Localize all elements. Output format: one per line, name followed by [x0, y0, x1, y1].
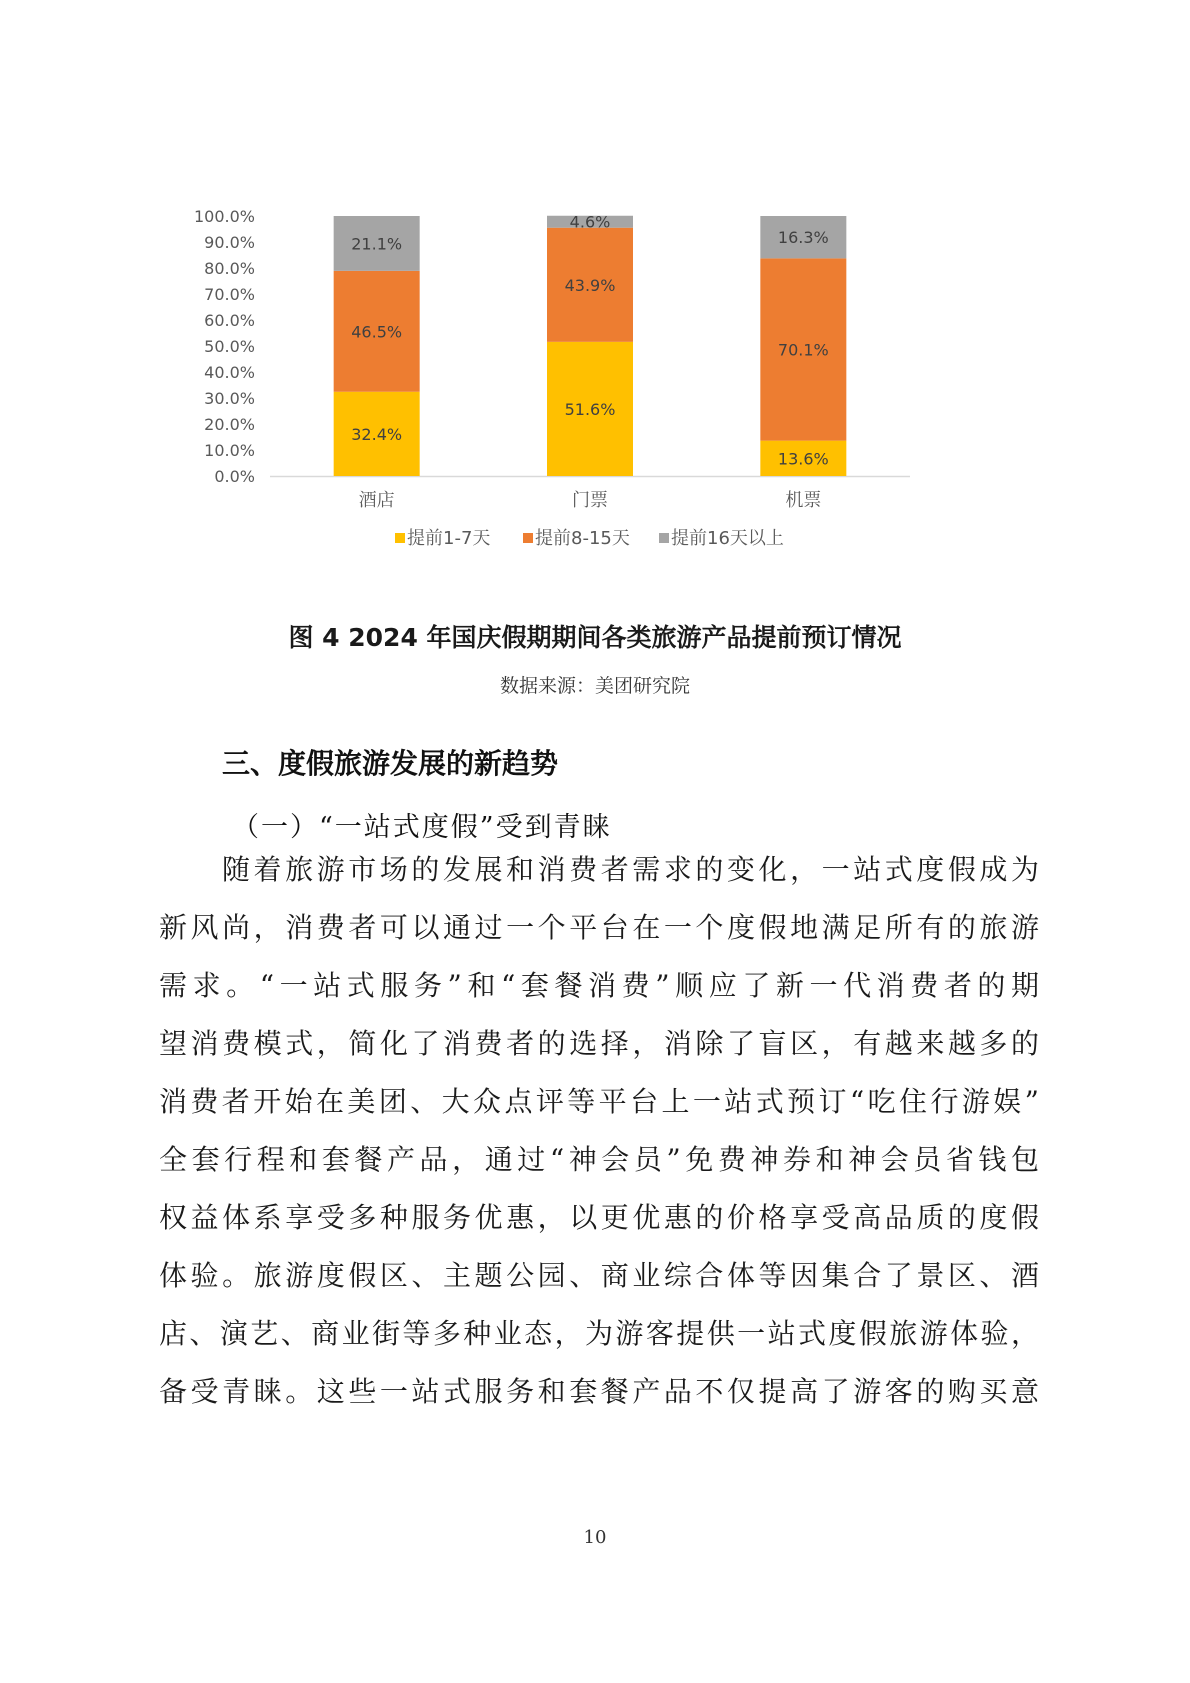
data-label: 51.6% — [564, 399, 616, 419]
data-label: 4.6% — [569, 212, 611, 232]
figure-caption: 图 4 2024 年国庆假期期间各类旅游产品提前预订情况 — [288, 623, 902, 652]
subsection-heading: （一）“一站式度假”受到青睐 — [232, 812, 612, 843]
body-text-line: 权益体系享受多种服务优惠，以更优惠的价格享受高品质的度假 — [159, 1201, 1039, 1234]
body-text-line: 随着旅游市场的发展和消费者需求的变化，一站式度假成为 — [222, 853, 1039, 886]
data-label: 16.3% — [777, 228, 829, 248]
category-label: 酒店 — [358, 490, 395, 511]
y-tick-label: 0.0% — [214, 467, 255, 486]
data-label: 32.4% — [351, 424, 403, 444]
legend-label: 提前1-7天 — [407, 528, 491, 549]
data-label: 46.5% — [351, 322, 403, 342]
figure-source: 数据来源：美团研究院 — [499, 675, 690, 697]
data-label: 70.1% — [777, 340, 829, 360]
y-tick-label: 40.0% — [204, 363, 255, 382]
legend-swatch — [523, 533, 533, 543]
chart-svg — [193, 207, 995, 602]
y-tick-label: 80.0% — [204, 259, 255, 278]
y-tick-label: 90.0% — [204, 233, 255, 252]
legend-swatch — [659, 533, 669, 543]
body-text-line: 需求。“一站式服务”和“套餐消费”顺应了新一代消费者的期 — [159, 969, 1039, 1002]
body-text-line: 消费者开始在美团、大众点评等平台上一站式预订“吃住行游娱” — [159, 1085, 1039, 1118]
body-text-line: 体验。旅游度假区、主题公园、商业综合体等因集合了景区、酒 — [159, 1259, 1039, 1292]
body-text-line: 望消费模式，简化了消费者的选择，消除了盲区，有越来越多的 — [159, 1027, 1039, 1060]
stacked-bar-chart — [193, 207, 995, 602]
category-label: 机票 — [785, 490, 822, 511]
data-label: 13.6% — [777, 449, 829, 469]
y-tick-label: 100.0% — [193, 207, 255, 226]
body-text-line: 店、演艺、商业街等多种业态，为游客提供一站式度假旅游体验， — [159, 1317, 1039, 1350]
y-tick-label: 20.0% — [204, 415, 255, 434]
body-text-line: 备受青睐。这些一站式服务和套餐产品不仅提高了游客的购买意 — [159, 1375, 1039, 1408]
legend-label: 提前8-15天 — [535, 528, 630, 549]
data-label: 21.1% — [351, 234, 403, 254]
category-label: 门票 — [572, 490, 608, 511]
legend-label: 提前16天以上 — [671, 528, 784, 549]
page-number: 10 — [583, 1527, 607, 1548]
legend-swatch — [395, 533, 405, 543]
y-tick-label: 50.0% — [204, 337, 255, 356]
data-label: 43.9% — [564, 275, 616, 295]
y-tick-label: 70.0% — [204, 285, 255, 304]
body-text-line: 新风尚，消费者可以通过一个平台在一个度假地满足所有的旅游 — [159, 911, 1039, 944]
y-tick-label: 10.0% — [204, 441, 255, 460]
y-tick-label: 60.0% — [204, 311, 255, 330]
body-text-line: 全套行程和套餐产品，通过“神会员”免费神券和神会员省钱包 — [159, 1143, 1039, 1176]
section-heading: 三、度假旅游发展的新趋势 — [222, 747, 559, 780]
y-tick-label: 30.0% — [204, 389, 255, 408]
